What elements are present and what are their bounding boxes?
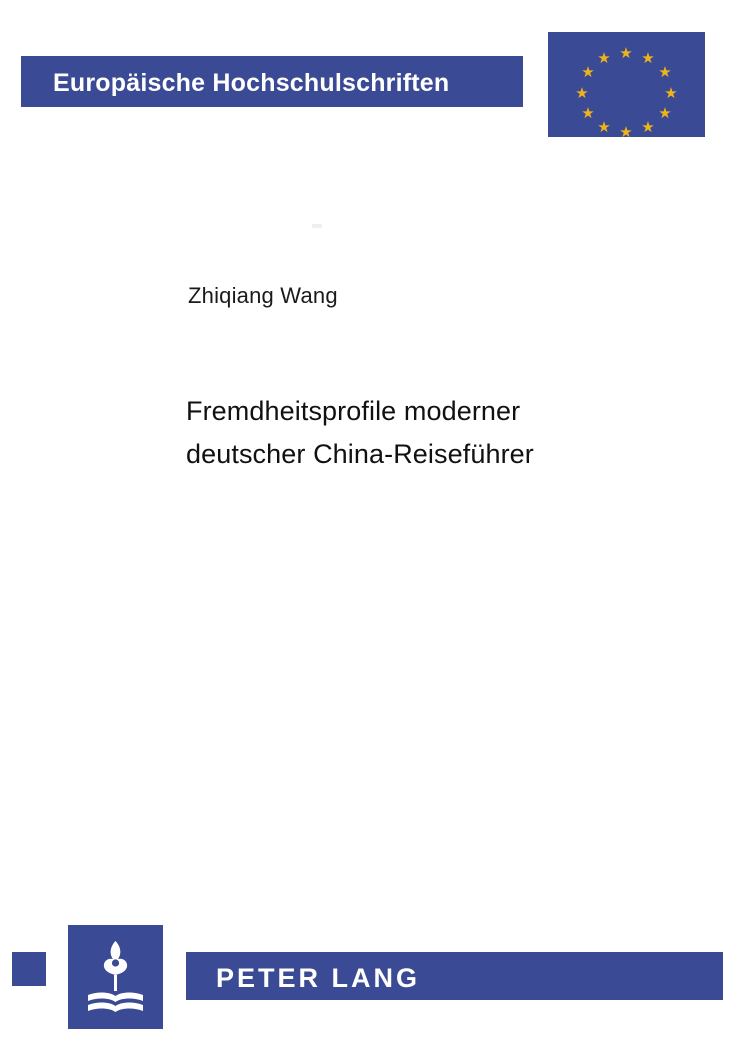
- publisher-name: PETER LANG: [216, 963, 421, 993]
- eu-star: ★: [641, 50, 655, 67]
- book-title: [186, 390, 706, 476]
- peter-lang-logo-icon: [68, 925, 163, 1029]
- publisher-emblem-icon: [68, 925, 163, 1029]
- eu-star: ★: [619, 124, 633, 141]
- eu-star: ★: [597, 119, 611, 136]
- european-union-flag-icon: [548, 32, 705, 141]
- eu-star: ★: [581, 105, 595, 122]
- series-title: Europäische Hochschulschriften: [53, 69, 450, 97]
- author-name: Zhiqiang Wang: [188, 283, 338, 308]
- corner-square-mark: [12, 952, 46, 986]
- eu-star: ★: [619, 45, 633, 62]
- publisher-bar: [186, 952, 723, 1000]
- book-title-line-1: Fremdheitsprofile moderner: [186, 396, 521, 426]
- eu-star: ★: [575, 85, 589, 102]
- series-banner: [21, 56, 523, 107]
- eu-star: ★: [641, 119, 655, 136]
- book-title-line-2: deutscher China-Reiseführer: [186, 439, 534, 469]
- eu-star: ★: [658, 64, 672, 81]
- eu-star: ★: [581, 64, 595, 81]
- eu-star: ★: [597, 50, 611, 67]
- page-speck: [312, 224, 322, 228]
- eu-star: ★: [658, 105, 672, 122]
- eu-star: ★: [664, 85, 678, 102]
